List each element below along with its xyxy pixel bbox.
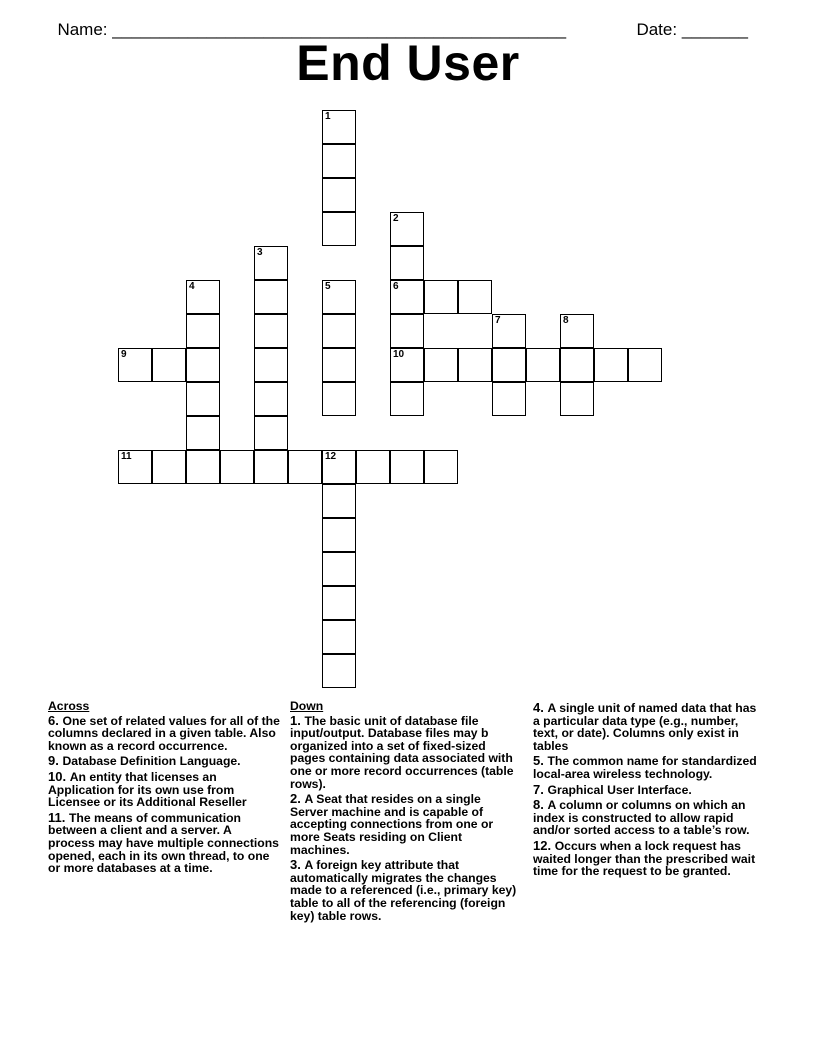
clue-item: [48, 809, 280, 876]
crossword-cell[interactable]: [254, 450, 288, 484]
clue-number: 11: [121, 451, 132, 462]
down-clues-continued: [533, 702, 765, 881]
clue-number: 1: [325, 111, 331, 122]
crossword-cell[interactable]: [186, 348, 220, 382]
clue-item: [533, 702, 765, 752]
crossword-cell[interactable]: [254, 314, 288, 348]
crossword-cell[interactable]: [492, 348, 526, 382]
crossword-cell[interactable]: [492, 382, 526, 416]
crossword-cell[interactable]: [322, 586, 356, 620]
clue-number: 5: [325, 281, 331, 292]
crossword-cell[interactable]: [560, 382, 594, 416]
crossword-cell[interactable]: [356, 450, 390, 484]
across-clues: [48, 700, 280, 878]
crossword-cell[interactable]: [322, 144, 356, 178]
clue-number: 6: [393, 281, 399, 292]
clue-text: Occurs when a lock request has waited longer than the prescribed wait time for the request to be granted.: [533, 838, 756, 879]
clue-number: 7: [495, 315, 501, 326]
clue-number: 9: [121, 349, 127, 360]
name-label: Name:: [57, 20, 108, 39]
crossword-cell[interactable]: [220, 450, 254, 484]
clue-number-label: 12.: [533, 837, 555, 853]
crossword-cell[interactable]: [152, 348, 186, 382]
date-label: Date:: [636, 20, 678, 39]
clue-text: Graphical User Interface.: [547, 782, 692, 797]
clue-number: 4: [189, 281, 195, 292]
clue-text: A column or columns on which an index is constructed to allow rapid and/or sorted access to a table’s row.: [533, 798, 750, 838]
crossword-cell[interactable]: [322, 654, 356, 688]
clue-text: Database Definition Language.: [62, 754, 241, 769]
crossword-cell[interactable]: [322, 110, 356, 144]
clue-number-label: 8.: [533, 797, 548, 813]
clue-number-label: 10.: [48, 768, 70, 784]
crossword-cell[interactable]: [118, 348, 152, 382]
clue-number: 3: [257, 247, 263, 258]
clue-item: [533, 755, 765, 780]
clue-text: A foreign key attribute that automatically migrates the changes made to a referenced (i.e., primary key) table to all of the referencing (foreign key) table rows.: [290, 858, 517, 923]
crossword-cell[interactable]: [390, 382, 424, 416]
crossword-cell[interactable]: [322, 382, 356, 416]
clue-item: [48, 712, 280, 753]
crossword-cell[interactable]: [322, 212, 356, 246]
crossword-cell[interactable]: [390, 212, 424, 246]
crossword-cell[interactable]: [322, 552, 356, 586]
crossword-cell[interactable]: [186, 450, 220, 484]
crossword-cell[interactable]: [458, 348, 492, 382]
clue-number-label: 5.: [533, 753, 548, 769]
clue-item: [290, 712, 522, 791]
crossword-cell[interactable]: [322, 178, 356, 212]
clue-text: The means of communication between a client and a server. A process may have multiple connections opened, each in its own thread, to one or more databases at a time.: [48, 810, 279, 876]
clue-text: A Seat that resides on a single Server machine and is capable of accepting connections from one or more Seats residing on Client machines.: [290, 792, 494, 857]
down-clues: [290, 700, 522, 925]
clue-item: [48, 755, 280, 768]
clue-item: [533, 799, 765, 837]
crossword-cell[interactable]: [390, 348, 424, 382]
clue-number-label: 4.: [533, 700, 548, 715]
crossword-cell[interactable]: [560, 348, 594, 382]
crossword-cell[interactable]: [322, 518, 356, 552]
down-heading: Down: [290, 699, 324, 713]
clue-item: [533, 781, 765, 797]
clue-number-label: 3.: [290, 857, 305, 873]
crossword-cell[interactable]: [492, 314, 526, 348]
crossword-cell[interactable]: [186, 416, 220, 450]
clue-number-label: 11.: [48, 809, 69, 825]
clue-text: The basic unit of database file input/output. Database files may b organized into a set of fixed-sized pages containing data associated with one or more record occurrences (table rows).: [290, 713, 514, 791]
clue-number-label: 6.: [48, 712, 63, 728]
clue-number-label: 7.: [533, 781, 548, 797]
clue-number: 2: [393, 213, 399, 224]
crossword-cell[interactable]: [254, 348, 288, 382]
crossword-cell[interactable]: [152, 450, 186, 484]
crossword-cell[interactable]: [526, 348, 560, 382]
crossword-cell[interactable]: [390, 280, 424, 314]
crossword-cell[interactable]: [254, 246, 288, 280]
crossword-cell[interactable]: [254, 280, 288, 314]
clue-number-label: 9.: [48, 753, 63, 769]
clue-item: [290, 793, 522, 856]
clue-text: A single unit of named data that has a particular data type (e.g., number, text, or date). Columns only exist in tables: [533, 701, 757, 753]
crossword-cell[interactable]: [424, 348, 458, 382]
crossword-cell[interactable]: [322, 314, 356, 348]
clue-number: 12: [325, 451, 337, 462]
crossword-cell[interactable]: [288, 450, 322, 484]
crossword-cell[interactable]: [322, 484, 356, 518]
clue-text: An entity that licenses an Application for its own use from Licensee or its Additional Reseller: [48, 769, 247, 810]
crossword-cell[interactable]: [390, 314, 424, 348]
crossword-cell[interactable]: [118, 450, 152, 484]
date-line: _______: [681, 20, 749, 39]
crossword-cell[interactable]: [322, 280, 356, 314]
clue-item: [48, 768, 280, 810]
crossword-cell[interactable]: [186, 382, 220, 416]
crossword-cell[interactable]: [458, 280, 492, 314]
page-title: End User: [296, 35, 520, 91]
clue-number-label: 2.: [290, 791, 305, 807]
crossword-cell[interactable]: [390, 246, 424, 280]
across-heading: Across: [48, 699, 90, 713]
crossword-cell[interactable]: [560, 314, 594, 348]
clue-number-label: 1.: [290, 712, 305, 728]
crossword-cell[interactable]: [322, 450, 356, 484]
clue-number: 8: [563, 315, 569, 326]
clue-text: One set of related values for all of the columns declared in a given table. Also known as a record occurrence.: [48, 713, 280, 753]
crossword-cell[interactable]: [424, 280, 458, 314]
clue-text: The common name for standardized local-area wireless technology.: [533, 754, 757, 781]
crossword-cell[interactable]: [254, 416, 288, 450]
crossword-cell[interactable]: [424, 450, 458, 484]
crossword-cell[interactable]: [186, 280, 220, 314]
name-line: ________________________________________________: [112, 20, 567, 39]
crossword-cell[interactable]: [322, 620, 356, 654]
clue-item: [290, 859, 522, 922]
crossword-cell[interactable]: [254, 382, 288, 416]
crossword-cell[interactable]: [390, 450, 424, 484]
crossword-cell[interactable]: [594, 348, 628, 382]
clue-item: [533, 837, 765, 879]
crossword-cell[interactable]: [322, 348, 356, 382]
crossword-cell[interactable]: [628, 348, 662, 382]
clue-number: 10: [393, 349, 405, 360]
crossword-cell[interactable]: [186, 314, 220, 348]
